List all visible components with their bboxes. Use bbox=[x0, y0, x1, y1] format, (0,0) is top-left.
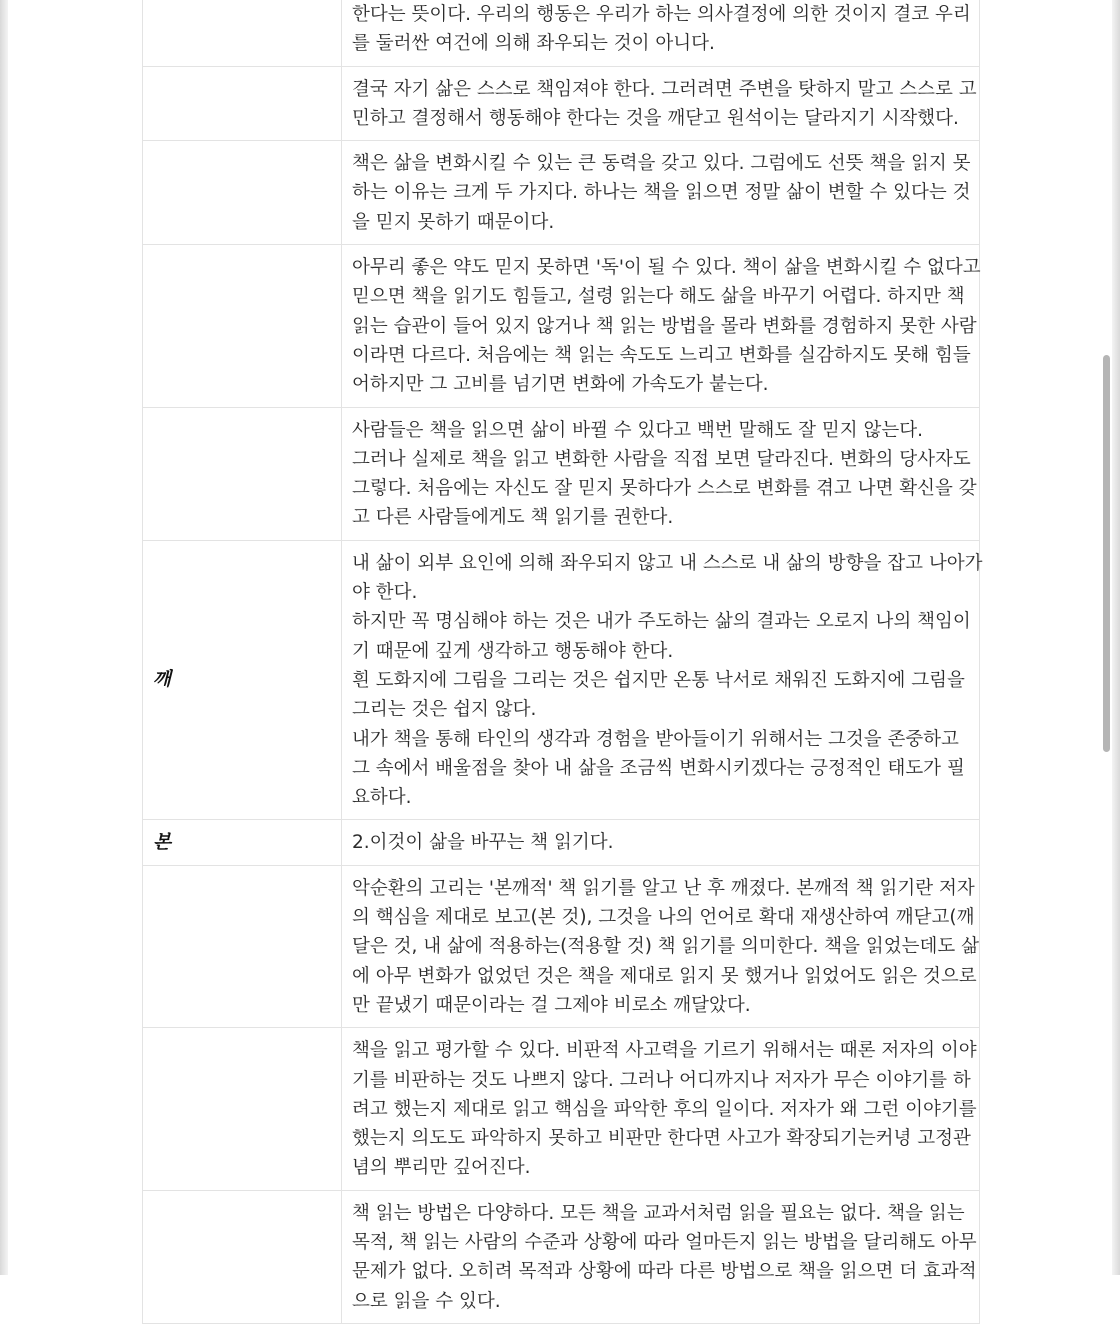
row-text-cell[interactable] bbox=[342, 245, 980, 407]
text-line: 흰 도화지에 그림을 그리는 것은 쉽지만 온통 낙서로 채워진 도화지에 그림을 bbox=[352, 669, 965, 691]
row-text-cell[interactable] bbox=[342, 0, 980, 66]
row-text-cell[interactable] bbox=[342, 141, 980, 245]
text-line: 악순환의 고리는 '본깨적' 책 읽기를 알고 난 후 깨졌다. 본깨적 책 읽기란 저자 bbox=[352, 877, 975, 899]
text-line: 어하지만 그 고비를 넘기면 변화에 가속도가 붙는다. bbox=[352, 374, 769, 396]
notes-table bbox=[142, 0, 983, 1324]
text-line: 려고 했는지 제대로 읽고 핵심을 파악한 후의 일이다. 저자가 왜 그런 이야기를 bbox=[352, 1098, 977, 1120]
row-text-cell[interactable] bbox=[342, 1190, 980, 1323]
table-row bbox=[143, 1028, 980, 1190]
table-row bbox=[143, 407, 980, 540]
row-key-cell[interactable] bbox=[143, 245, 342, 407]
text-line: 야 한다. bbox=[352, 582, 418, 604]
text-line: 를 둘러싼 여건에 의해 좌우되는 것이 아니다. bbox=[352, 33, 715, 55]
row-key-cell[interactable] bbox=[143, 0, 342, 66]
text-line: 했는지 의도도 파악하지 못하고 비판만 한다면 사고가 확장되기는커녕 고정관 bbox=[352, 1128, 971, 1150]
text-line: 사람들은 책을 읽으면 삶이 바뀔 수 있다고 백번 말해도 잘 믿지 않는다. bbox=[352, 419, 923, 441]
text-line: 요하다. bbox=[352, 787, 412, 809]
text-line: 아무리 좋은 약도 믿지 못하면 '독'이 될 수 있다. 책이 삶을 변화시킬 수 없다고 bbox=[352, 257, 981, 279]
text-line: 달은 것, 내 삶에 적용하는(적용할 것) 책 읽기를 의미한다. 책을 읽었는데도 삶 bbox=[352, 936, 980, 958]
row-key-cell[interactable] bbox=[143, 1028, 342, 1190]
row-text-cell[interactable] bbox=[342, 66, 980, 141]
notes-table-body bbox=[143, 0, 983, 1323]
table-row bbox=[143, 540, 980, 820]
table-row bbox=[143, 245, 980, 407]
right-edge-shadow bbox=[1112, 0, 1120, 1275]
text-line: 념의 뿌리만 깊어진다. bbox=[352, 1157, 531, 1179]
row-text-cell[interactable] bbox=[342, 820, 980, 865]
row-text-cell[interactable] bbox=[342, 1028, 980, 1190]
row-key-cell[interactable] bbox=[143, 1190, 342, 1323]
text-line: 하지만 꼭 명심해야 하는 것은 내가 주도하는 삶의 결과는 오로지 나의 책임이 bbox=[352, 611, 971, 633]
text-line: 그러나 실제로 책을 읽고 변화한 사람을 직접 보면 달라진다. 변화의 당사자도 bbox=[352, 448, 971, 470]
text-line: 결국 자기 삶은 스스로 책임져야 한다. 그러려면 주변을 탓하지 말고 스스로 고 bbox=[352, 78, 977, 100]
row-key-cell[interactable] bbox=[143, 865, 342, 1027]
table-row bbox=[143, 0, 980, 66]
text-line: 내 삶이 외부 요인에 의해 좌우되지 않고 내 스스로 내 삶의 방향을 잡고 나아가 bbox=[352, 552, 983, 574]
text-line: 한다는 뜻이다. 우리의 행동은 우리가 하는 의사결정에 의한 것이지 결코 우리 bbox=[352, 4, 971, 25]
text-line: 의 핵심을 제대로 보고(본 것), 그것을 나의 언어로 확대 재생산하여 깨닫고(깨 bbox=[352, 907, 975, 929]
text-line: 책 읽는 방법은 다양하다. 모든 책을 교과서처럼 읽을 필요는 없다. 책을 읽는 bbox=[352, 1202, 965, 1224]
table-row bbox=[143, 820, 980, 865]
text-line: 믿으면 책을 읽기도 힘들고, 설령 읽는다 해도 삶을 바꾸기 어렵다. 하지만 책 bbox=[352, 286, 965, 308]
text-line: 읽는 습관이 들어 있지 않거나 책 읽는 방법을 몰라 변화를 경험하지 못한 사람 bbox=[352, 315, 977, 337]
text-line: 으로 읽을 수 있다. bbox=[352, 1290, 501, 1312]
text-line: 내가 책을 통해 타인의 생각과 경험을 받아들이기 위해서는 그것을 존중하고 bbox=[352, 728, 959, 750]
text-line: 고 다른 사람들에게도 책 읽기를 권한다. bbox=[352, 507, 674, 529]
row-key-cell[interactable] bbox=[143, 141, 342, 245]
text-line: 그 속에서 배울점을 찾아 내 삶을 조금씩 변화시키겠다는 긍정적인 태도가 필 bbox=[352, 757, 965, 779]
text-line: 목적, 책 읽는 사람의 수준과 상황에 따라 얼마든지 읽는 방법을 달리해도 아무 bbox=[352, 1231, 977, 1253]
notes-table-container bbox=[142, 0, 983, 1324]
vertical-scrollbar-thumb[interactable] bbox=[1103, 355, 1110, 752]
table-row bbox=[143, 1190, 980, 1323]
text-line: 하는 이유는 크게 두 가지다. 하나는 책을 읽으면 정말 삶이 변할 수 있다는 것 bbox=[352, 182, 971, 204]
table-row bbox=[143, 141, 980, 245]
text-line: 그리는 것은 쉽지 않다. bbox=[352, 699, 537, 721]
left-edge-shadow bbox=[0, 0, 8, 1275]
row-key-cell[interactable]: 본 bbox=[143, 820, 342, 865]
row-key-cell[interactable] bbox=[143, 66, 342, 141]
row-key-cell[interactable]: 깨 bbox=[143, 540, 342, 820]
text-line: 이라면 다르다. 처음에는 책 읽는 속도도 느리고 변화를 실감하지도 못해 힘들 bbox=[352, 344, 971, 366]
row-text-cell[interactable] bbox=[342, 865, 980, 1027]
text-line: 책을 읽고 평가할 수 있다. 비판적 사고력을 기르기 위해서는 때론 저자의 이야 bbox=[352, 1040, 977, 1062]
text-line: 기를 비판하는 것도 나쁘지 않다. 그러나 어디까지나 저자가 무슨 이야기를 하 bbox=[352, 1069, 971, 1091]
text-line: 문제가 없다. 오히려 목적과 상황에 따라 다른 방법으로 책을 읽으면 더 효과적 bbox=[352, 1261, 977, 1283]
text-line: 만 끝냈기 때문이라는 걸 그제야 비로소 깨달았다. bbox=[352, 994, 751, 1016]
table-row bbox=[143, 66, 980, 141]
text-line: 2.이것이 삶을 바꾸는 책 읽기다. bbox=[352, 832, 614, 854]
text-line: 을 믿지 못하기 때문이다. bbox=[352, 211, 555, 233]
table-row bbox=[143, 865, 980, 1027]
row-text-cell[interactable] bbox=[342, 407, 980, 540]
row-text-cell[interactable] bbox=[342, 540, 983, 820]
text-line: 민하고 결정해서 행동해야 한다는 것을 깨닫고 원석이는 달라지기 시작했다. bbox=[352, 107, 959, 129]
text-line: 그렇다. 처음에는 자신도 잘 믿지 못하다가 스스로 변화를 겪고 나면 확신을 갖 bbox=[352, 478, 977, 500]
text-line: 에 아무 변화가 없었던 것은 책을 제대로 읽지 못 했거나 읽었어도 읽은 것으로 bbox=[352, 965, 977, 987]
text-line: 기 때문에 깊게 생각하고 행동해야 한다. bbox=[352, 640, 674, 662]
row-key-cell[interactable] bbox=[143, 407, 342, 540]
text-line: 책은 삶을 변화시킬 수 있는 큰 동력을 갖고 있다. 그럼에도 선뜻 책을 읽지 못 bbox=[352, 153, 971, 175]
